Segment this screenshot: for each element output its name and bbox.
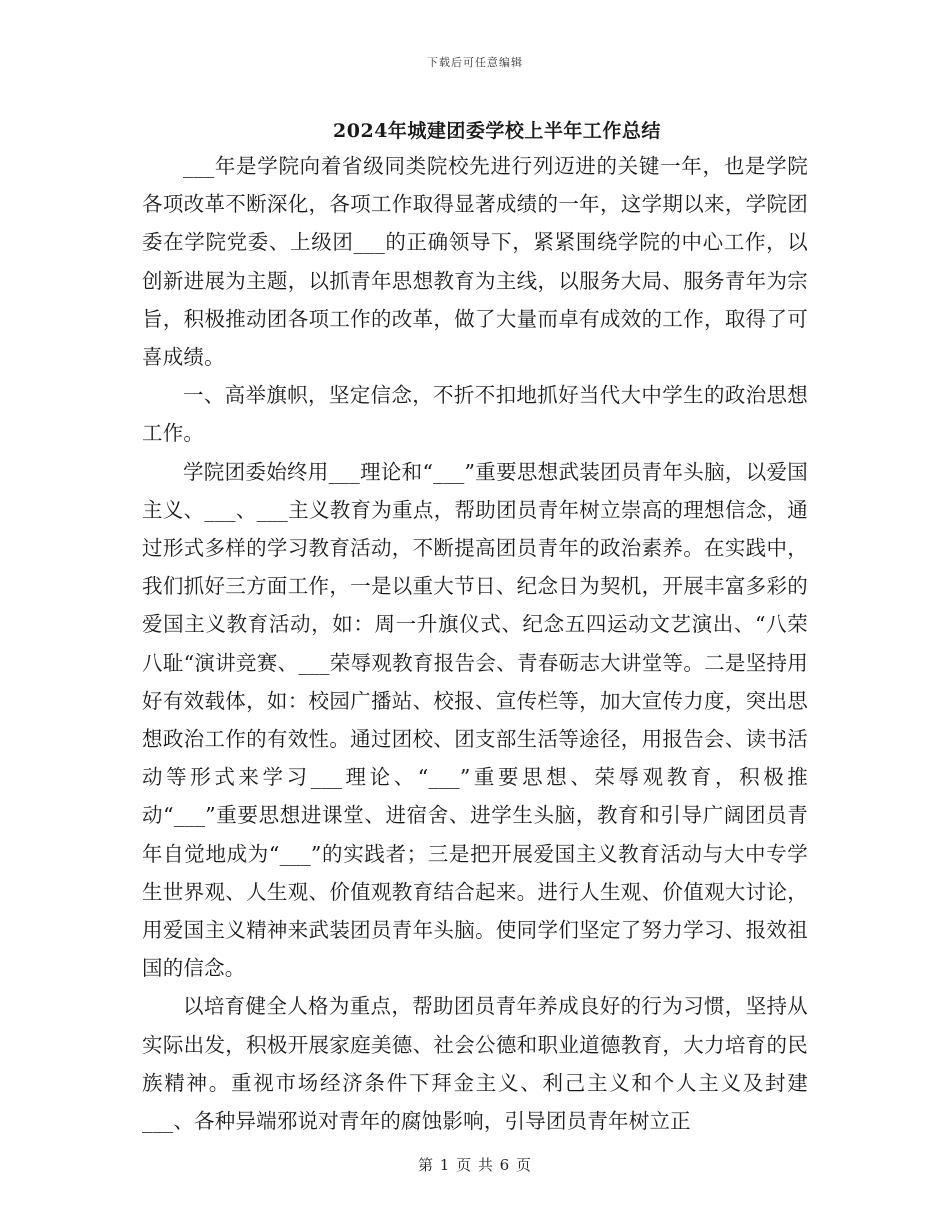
page-number: 第 1 页 共 6 页 bbox=[418, 1156, 532, 1174]
section-heading-1: 一、高举旗帜，坚定信念，不折不扣地抓好当代大中学生的政治思想工作。 bbox=[142, 383, 808, 446]
paragraph-intro: ___年是学院向着省级同类院校先进行列迈进的关键一年，也是学院各项改革不断深化，各项工作取得显著成绩的一年，这学期以来，学院团委在学院党委、上级团___的正确领导下，紧紧围绕学院的中心工作，以创新进展为主题，以抓青年思想教育为主线，以服务大局、服务青年为宗旨，积极推动团各项工作的改革，做了大量而卓有成效的工作，取得了可喜成绩。 bbox=[142, 154, 808, 370]
document-body bbox=[142, 147, 808, 1140]
paragraph-political-education: 学院团委始终用___理论和“___”重要思想武装团员青年头脑，以爱国主义、___、___主义教育为重点，帮助团员青年树立崇高的理想信念，通过形式多样的学习教育活动，不断提高团员青年的政治素养。在实践中，我们抓好三方面工作，一是以重大节日、纪念日为契机，开展丰富多彩的爱国主义教育活动，如：周一升旗仪式、纪念五四运动文艺演出、“八荣八耻“演讲竞赛、___荣辱观教育报告会、青春砺志大讲堂等。二是坚持用好有效载体，如：校园广播站、校报、宣传栏等，加大宣传力度，突出思想政治工作的有效性。通过团校、团支部生活等途径，用报告会、读书活动等形式来学习___理论、“___”重要思想、荣辱观教育，积极推动“___”重要思想进课堂、进宿舍、进学生头脑，教育和引导广阔团员青年自觉地成为“___”的实践者；三是把开展爱国主义教育活动与大中专学生世界观、人生观、价值观教育结合起来。进行人生观、价值观大讨论，用爱国主义精神来武装团员青年头脑。使同学们坚定了努力学习、报效祖国的信念。 bbox=[142, 459, 808, 981]
document-title: 2024年城建团委学校上半年工作总结 bbox=[333, 120, 661, 142]
header-note: 下载后可任意编辑 bbox=[427, 56, 523, 69]
paragraph-personality-cultivation: 以培育健全人格为重点，帮助团员青年养成良好的行为习惯，坚持从实际出发，积极开展家庭美德、社会公德和职业道德教育，大力培育的民族精神。重视市场经济条件下拜金主义、利己主义和个人主义及封建___、各种异端邪说对青年的腐蚀影响，引导团员青年树立正 bbox=[142, 994, 808, 1134]
